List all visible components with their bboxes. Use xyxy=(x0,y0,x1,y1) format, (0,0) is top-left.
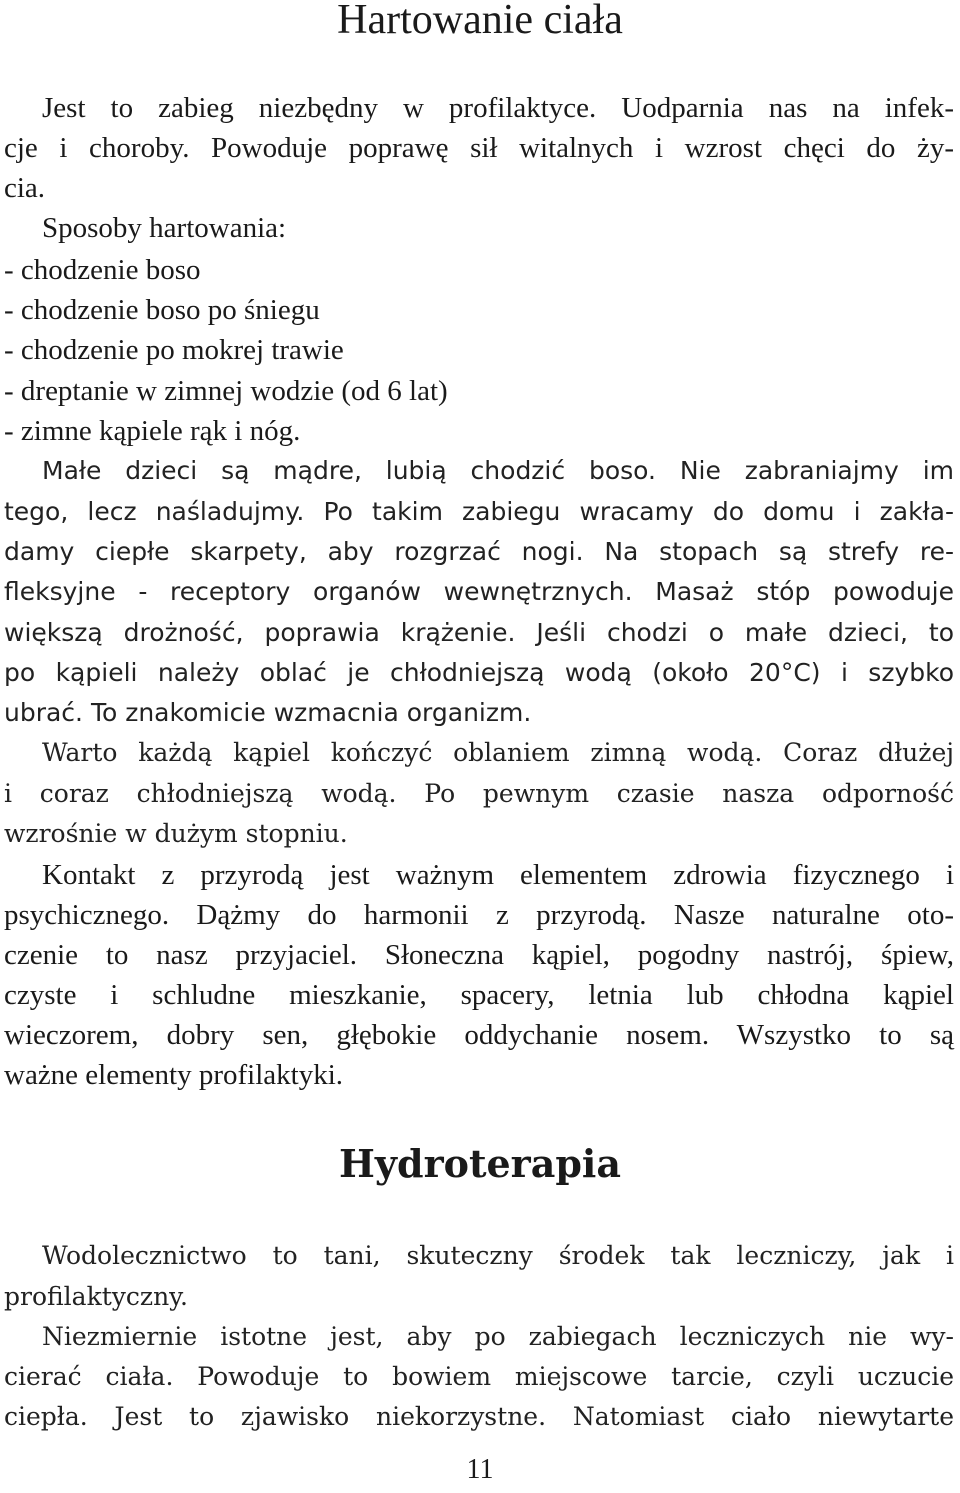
text-line: Małe dzieci są mądre, lubią chodzić boso. Nie zabraniajmy im xyxy=(42,456,954,485)
text-line: ubrać. To znakomicie wzmacnia organizm. xyxy=(4,698,532,727)
text-line: fleksyjne - receptory organów wewnętrznych. Masaż stóp powoduje xyxy=(4,577,954,606)
list-item: - chodzenie boso po śniegu xyxy=(4,294,320,326)
text-line: Wodolecznictwo to tani, skuteczny środek tak leczniczy, jak i xyxy=(42,1241,954,1270)
list-item: - chodzenie po mokrej trawie xyxy=(4,334,344,366)
text-line: wzrośnie w dużym stopniu. xyxy=(4,819,348,848)
section-title-hartowanie: Hartowanie ciała xyxy=(337,0,623,43)
list-item: - dreptanie w zimnej wodzie (od 6 lat) xyxy=(4,375,448,407)
section-title-hydroterapia: Hydroterapia xyxy=(339,1141,621,1186)
text-line: damy ciepłe skarpety, aby rozgrzać nogi. Na stopach są strefy re- xyxy=(4,537,954,566)
text-line: czenie to nasz przyjaciel. Słoneczna kąpiel, pogodny nastrój, śpiew, xyxy=(4,939,954,971)
text-line: cje i choroby. Powoduje poprawę sił witalnych i wzrost chęci do ży- xyxy=(4,132,954,164)
text-line: profilaktyczny. xyxy=(4,1282,188,1311)
text-line: czyste i schludne mieszkanie, spacery, letnia lub chłodna kąpiel xyxy=(4,979,954,1011)
text-line: cierać ciała. Powoduje to bowiem miejscowe tarcie, czyli uczucie xyxy=(4,1362,954,1391)
text-line: tego, lecz naśladujmy. Po takim zabiegu wracamy do domu i zakła- xyxy=(4,497,954,526)
text-line: Kontakt z przyrodą jest ważnym elementem zdrowia fizycznego i xyxy=(42,859,954,891)
text-line: ciepła. Jest to zjawisko niekorzystne. Natomiast ciało niewytarte xyxy=(4,1402,954,1431)
text-line: większą drożność, poprawia krążenie. Jeśli chodzi o małe dzieci, to xyxy=(4,618,954,647)
text-line: psychicznego. Dążmy do harmonii z przyrodą. Nasze naturalne oto- xyxy=(4,899,954,931)
text-line: Niezmiernie istotne jest, aby po zabiegach leczniczych nie wy- xyxy=(42,1322,954,1351)
text-line: i coraz chłodniejszą wodą. Po pewnym czasie nasza odporność xyxy=(4,779,954,808)
text-line: wieczorem, dobry sen, głębokie oddychanie nosem. Wszystko to są xyxy=(4,1019,954,1051)
text-line: po kąpieli należy oblać je chłodniejszą wodą (około 20°C) i szybko xyxy=(4,658,954,687)
page-number: 11 xyxy=(466,1454,494,1485)
list-item: - chodzenie boso xyxy=(4,254,201,286)
text-line: Warto każdą kąpiel kończyć oblaniem zimną wodą. Coraz dłużej xyxy=(42,738,954,767)
text-line: Jest to zabieg niezbędny w profilaktyce. Uodparnia nas na infek- xyxy=(42,92,954,124)
text-line: ważne elementy profilaktyki. xyxy=(4,1059,344,1091)
text-line: Sposoby hartowania: xyxy=(42,212,287,244)
text-line: cia. xyxy=(4,172,46,204)
list-item: - zimne kąpiele rąk i nóg. xyxy=(4,415,301,447)
